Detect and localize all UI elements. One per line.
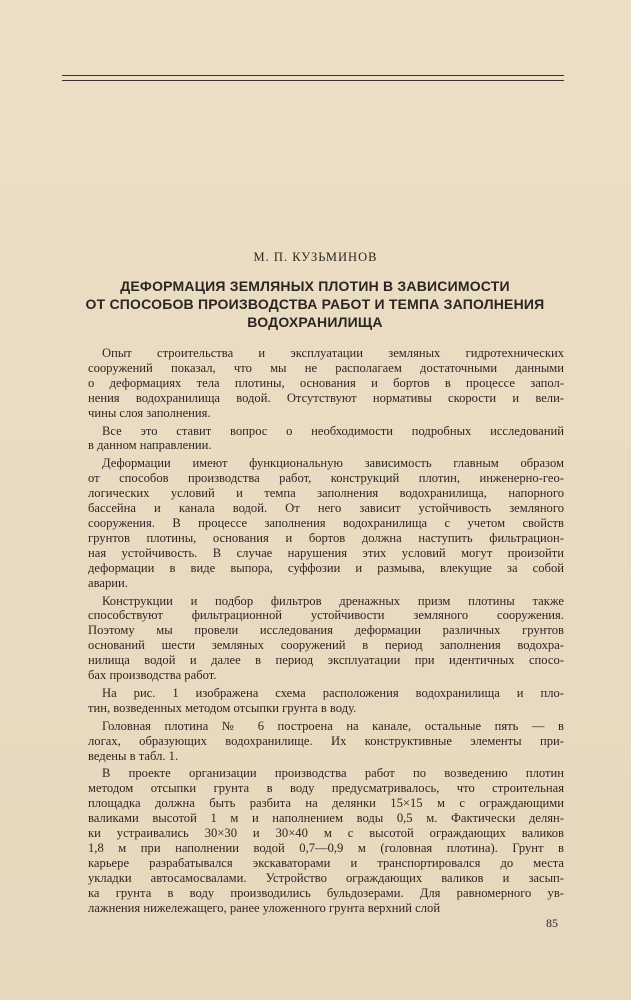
text-line: карьере разрабатывался экскаваторами и транспортировался до места [88, 855, 564, 870]
text-line: Конструкции и подбор фильтров дренажных призм плотины также [102, 593, 564, 608]
text-line: чины слоя заполнения. [88, 405, 211, 420]
text-line: лажнения нижележащего, ранее уложенного грунта верхний слой [88, 900, 441, 915]
text-line: нения водохранилища водой. Отсутствуют нормативы скорости и вели- [88, 390, 564, 405]
text-line: 1,8 м при наполнении водой 0,7—0,9 м (головная плотина). Грунт в [88, 841, 564, 855]
paragraph [88, 456, 564, 590]
text-line: ка грунта в воду производились бульдозерами. Для равномерного ув- [88, 885, 564, 900]
author-name: М. П. КУЗЬМИНОВ [253, 250, 378, 264]
text-line: Деформации имеют функциональную зависимость главным образом [102, 456, 564, 471]
text-line: способствуют фильтрационной устойчивости земляного сооружения. [88, 608, 564, 623]
article-body [88, 346, 564, 919]
paragraph [88, 424, 564, 454]
paragraph [88, 719, 564, 764]
text-line: логических условий и темпа заполнения водохранилища, напорного [88, 486, 564, 501]
text-line: Головная плотина № 6 построена на канале, остальные пять — в [102, 718, 564, 733]
text-line: деформации в виде выпора, суффозии и размыва, влекущие за собой [88, 560, 564, 575]
text-line: ведены в табл. 1. [88, 748, 179, 763]
paragraph [88, 766, 564, 915]
paragraph [88, 346, 564, 421]
text-line: в данном направлении. [88, 438, 212, 453]
text-line: аварии. [88, 575, 128, 590]
text-line: нилища водой и далее в период эксплуатации при идентичных спосо- [88, 653, 564, 668]
text-line: бассейна и канала водой. От него зависит устойчивость земляного [88, 501, 564, 516]
title-line: ОТ СПОСОБОВ ПРОИЗВОДСТВА РАБОТ И ТЕМПА ЗАПОЛНЕНИЯ [85, 296, 545, 312]
page-number: 85 [546, 916, 558, 930]
text-line: ки устраивались 30×30 и 30×40 м с высотой ограждающих валиков [88, 826, 564, 841]
title-line: ВОДОХРАНИЛИЩА [247, 314, 383, 330]
title-line: ДЕФОРМАЦИЯ ЗЕМЛЯНЫХ ПЛОТИН В ЗАВИСИМОСТИ [120, 278, 510, 294]
header-rule [62, 75, 564, 76]
text-line: В проекте организации производства работ по возведению плотин [102, 766, 564, 781]
text-line: площадка должна быть разбита на делянки 15×15 м с ограждающими [88, 796, 564, 811]
text-line: укладки автосамосвалами. Устройство ограждающих валиков и засып- [88, 870, 564, 885]
text-line: Опыт строительства и эксплуатации земляных гидротехнических [102, 346, 564, 360]
text-line: ная устойчивость. В случае нарушения этих условий могут произойти [88, 545, 564, 560]
text-line: Все это ставит вопрос о необходимости подробных исследований [102, 423, 564, 438]
text-line: тин, возведенных методом отсыпки грунта в воду. [88, 700, 357, 715]
text-line: оснований шести земляных сооружений в период заполнения водохра- [88, 638, 564, 653]
text-line: о деформациях тела плотины, основания и бортов в процессе запол- [88, 375, 564, 390]
text-line: сооружений показал, что мы не располагаем достаточными данными [88, 360, 564, 375]
text-line: методом отсыпки грунта в воду предусматривалось, что строительная [88, 781, 564, 796]
text-line: сооружения. В процессе заполнения водохранилища с учетом свойств [88, 515, 564, 530]
text-line: логах, образующих водохранилище. Их конструктивные элементы при- [88, 733, 564, 748]
paragraph [88, 594, 564, 683]
text-line: Поэтому мы провели исследования деформации различных грунтов [88, 623, 564, 638]
text-line: от способов производства работ, конструкций плотин, инженерно-гео- [88, 471, 564, 486]
text-line: грунтов плотины, основания и бортов должна наступить фильтрацион- [88, 530, 564, 545]
text-line: На рис. 1 изображена схема расположения водохранилища и пло- [102, 685, 564, 700]
text-line: бах производства работ. [88, 668, 217, 683]
header-rule-thin [62, 80, 564, 81]
article-title [70, 277, 560, 331]
paragraph [88, 686, 564, 716]
text-line: валиками высотой 1 м и наполнением воды 0,5 м. Фактически делян- [88, 811, 564, 826]
